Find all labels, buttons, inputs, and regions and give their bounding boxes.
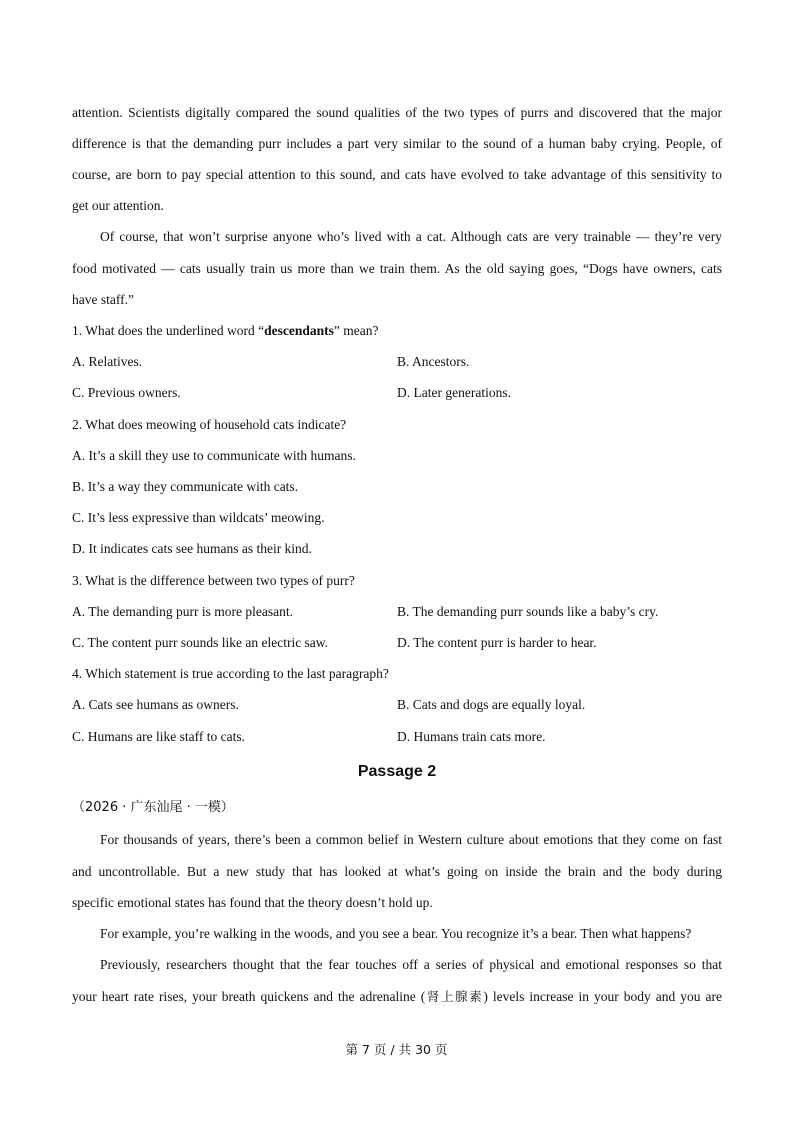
text-line: have staff.” bbox=[72, 292, 134, 307]
text-line: Of course, that won’t surprise anyone who’s lived with a cat. Although cats are very trainable — they’re very bbox=[100, 229, 722, 244]
option-row bbox=[72, 353, 722, 371]
option-a[interactable]: A. Relatives. bbox=[72, 354, 143, 369]
question-2-stem: 2. What does meowing of household cats indicate? bbox=[72, 417, 347, 432]
question-1-stem bbox=[72, 322, 722, 340]
page-footer: 第 7 页 / 共 30 页 bbox=[345, 1042, 448, 1057]
question-4-stem: 4. Which statement is true according to the last paragraph? bbox=[72, 666, 389, 681]
option-row bbox=[72, 634, 722, 652]
text-segment: ) levels increase in your body and you are bbox=[483, 989, 722, 1004]
text-line: attention. Scientists digitally compared the sound qualities of the two types of purrs and discovered that the major bbox=[72, 105, 722, 120]
option-d[interactable]: D. Humans train cats more. bbox=[397, 729, 546, 744]
underlined-word: descendants bbox=[264, 323, 334, 338]
passage-source: （2026 · 广东汕尾 · 一模） bbox=[72, 800, 234, 815]
option-b[interactable]: B. Ancestors. bbox=[397, 354, 470, 369]
option-b[interactable]: B. Cats and dogs are equally loyal. bbox=[397, 697, 586, 712]
option-b[interactable]: B. It’s a way they communicate with cats. bbox=[72, 479, 299, 494]
option-c[interactable]: C. Humans are like staff to cats. bbox=[72, 729, 245, 744]
text-segment: your heart rate rises, your breath quickens and the adrenaline ( bbox=[72, 989, 426, 1004]
question-1-prefix: 1. What does the underlined word “ bbox=[72, 323, 265, 338]
option-row bbox=[72, 603, 722, 621]
text-line: specific emotional states has found that the theory doesn’t hold up. bbox=[72, 895, 433, 910]
question-3-stem: 3. What is the difference between two types of purr? bbox=[72, 573, 355, 588]
option-row bbox=[72, 696, 722, 714]
option-c[interactable]: C. Previous owners. bbox=[72, 385, 181, 400]
text-line: food motivated — cats usually train us more than we train them. As the old saying goes, “Dogs have owners, cats bbox=[72, 261, 722, 276]
option-d[interactable]: D. The content purr is harder to hear. bbox=[397, 635, 597, 650]
option-d[interactable]: D. It indicates cats see humans as their kind. bbox=[72, 541, 312, 556]
chinese-gloss: 肾上腺素 bbox=[425, 989, 484, 1004]
text-line bbox=[72, 988, 722, 1006]
option-a[interactable]: A. It’s a skill they use to communicate with humans. bbox=[72, 448, 356, 463]
passage-title: Passage 2 bbox=[357, 763, 437, 780]
text-line: Previously, researchers thought that the fear touches off a series of physical and emotional responses so that bbox=[100, 957, 722, 972]
option-b[interactable]: B. The demanding purr sounds like a baby’s cry. bbox=[397, 604, 659, 619]
option-a[interactable]: A. Cats see humans as owners. bbox=[72, 697, 239, 712]
text-line: For example, you’re walking in the woods, and you see a bear. You recognize it’s a bear. Then what happens? bbox=[100, 926, 692, 941]
text-line: course, are born to pay special attention to this sound, and cats have evolved to take advantage of this sensitivity to bbox=[72, 167, 722, 182]
option-c[interactable]: C. It’s less expressive than wildcats’ meowing. bbox=[72, 510, 325, 525]
text-line: difference is that the demanding purr includes a part very similar to the sound of a human baby crying. People, of bbox=[72, 136, 722, 151]
option-a[interactable]: A. The demanding purr is more pleasant. bbox=[72, 604, 293, 619]
question-1-suffix: ” mean? bbox=[333, 323, 379, 338]
text-line: For thousands of years, there’s been a common belief in Western culture about emotions that they come on fast bbox=[100, 832, 722, 847]
option-row bbox=[72, 384, 722, 402]
text-line: and uncontrollable. But a new study that has looked at what’s going on inside the brain and the body during bbox=[72, 864, 722, 879]
option-c[interactable]: C. The content purr sounds like an electric saw. bbox=[72, 635, 329, 650]
option-row bbox=[72, 728, 722, 746]
text-line: get our attention. bbox=[72, 198, 164, 213]
option-d[interactable]: D. Later generations. bbox=[397, 385, 511, 400]
